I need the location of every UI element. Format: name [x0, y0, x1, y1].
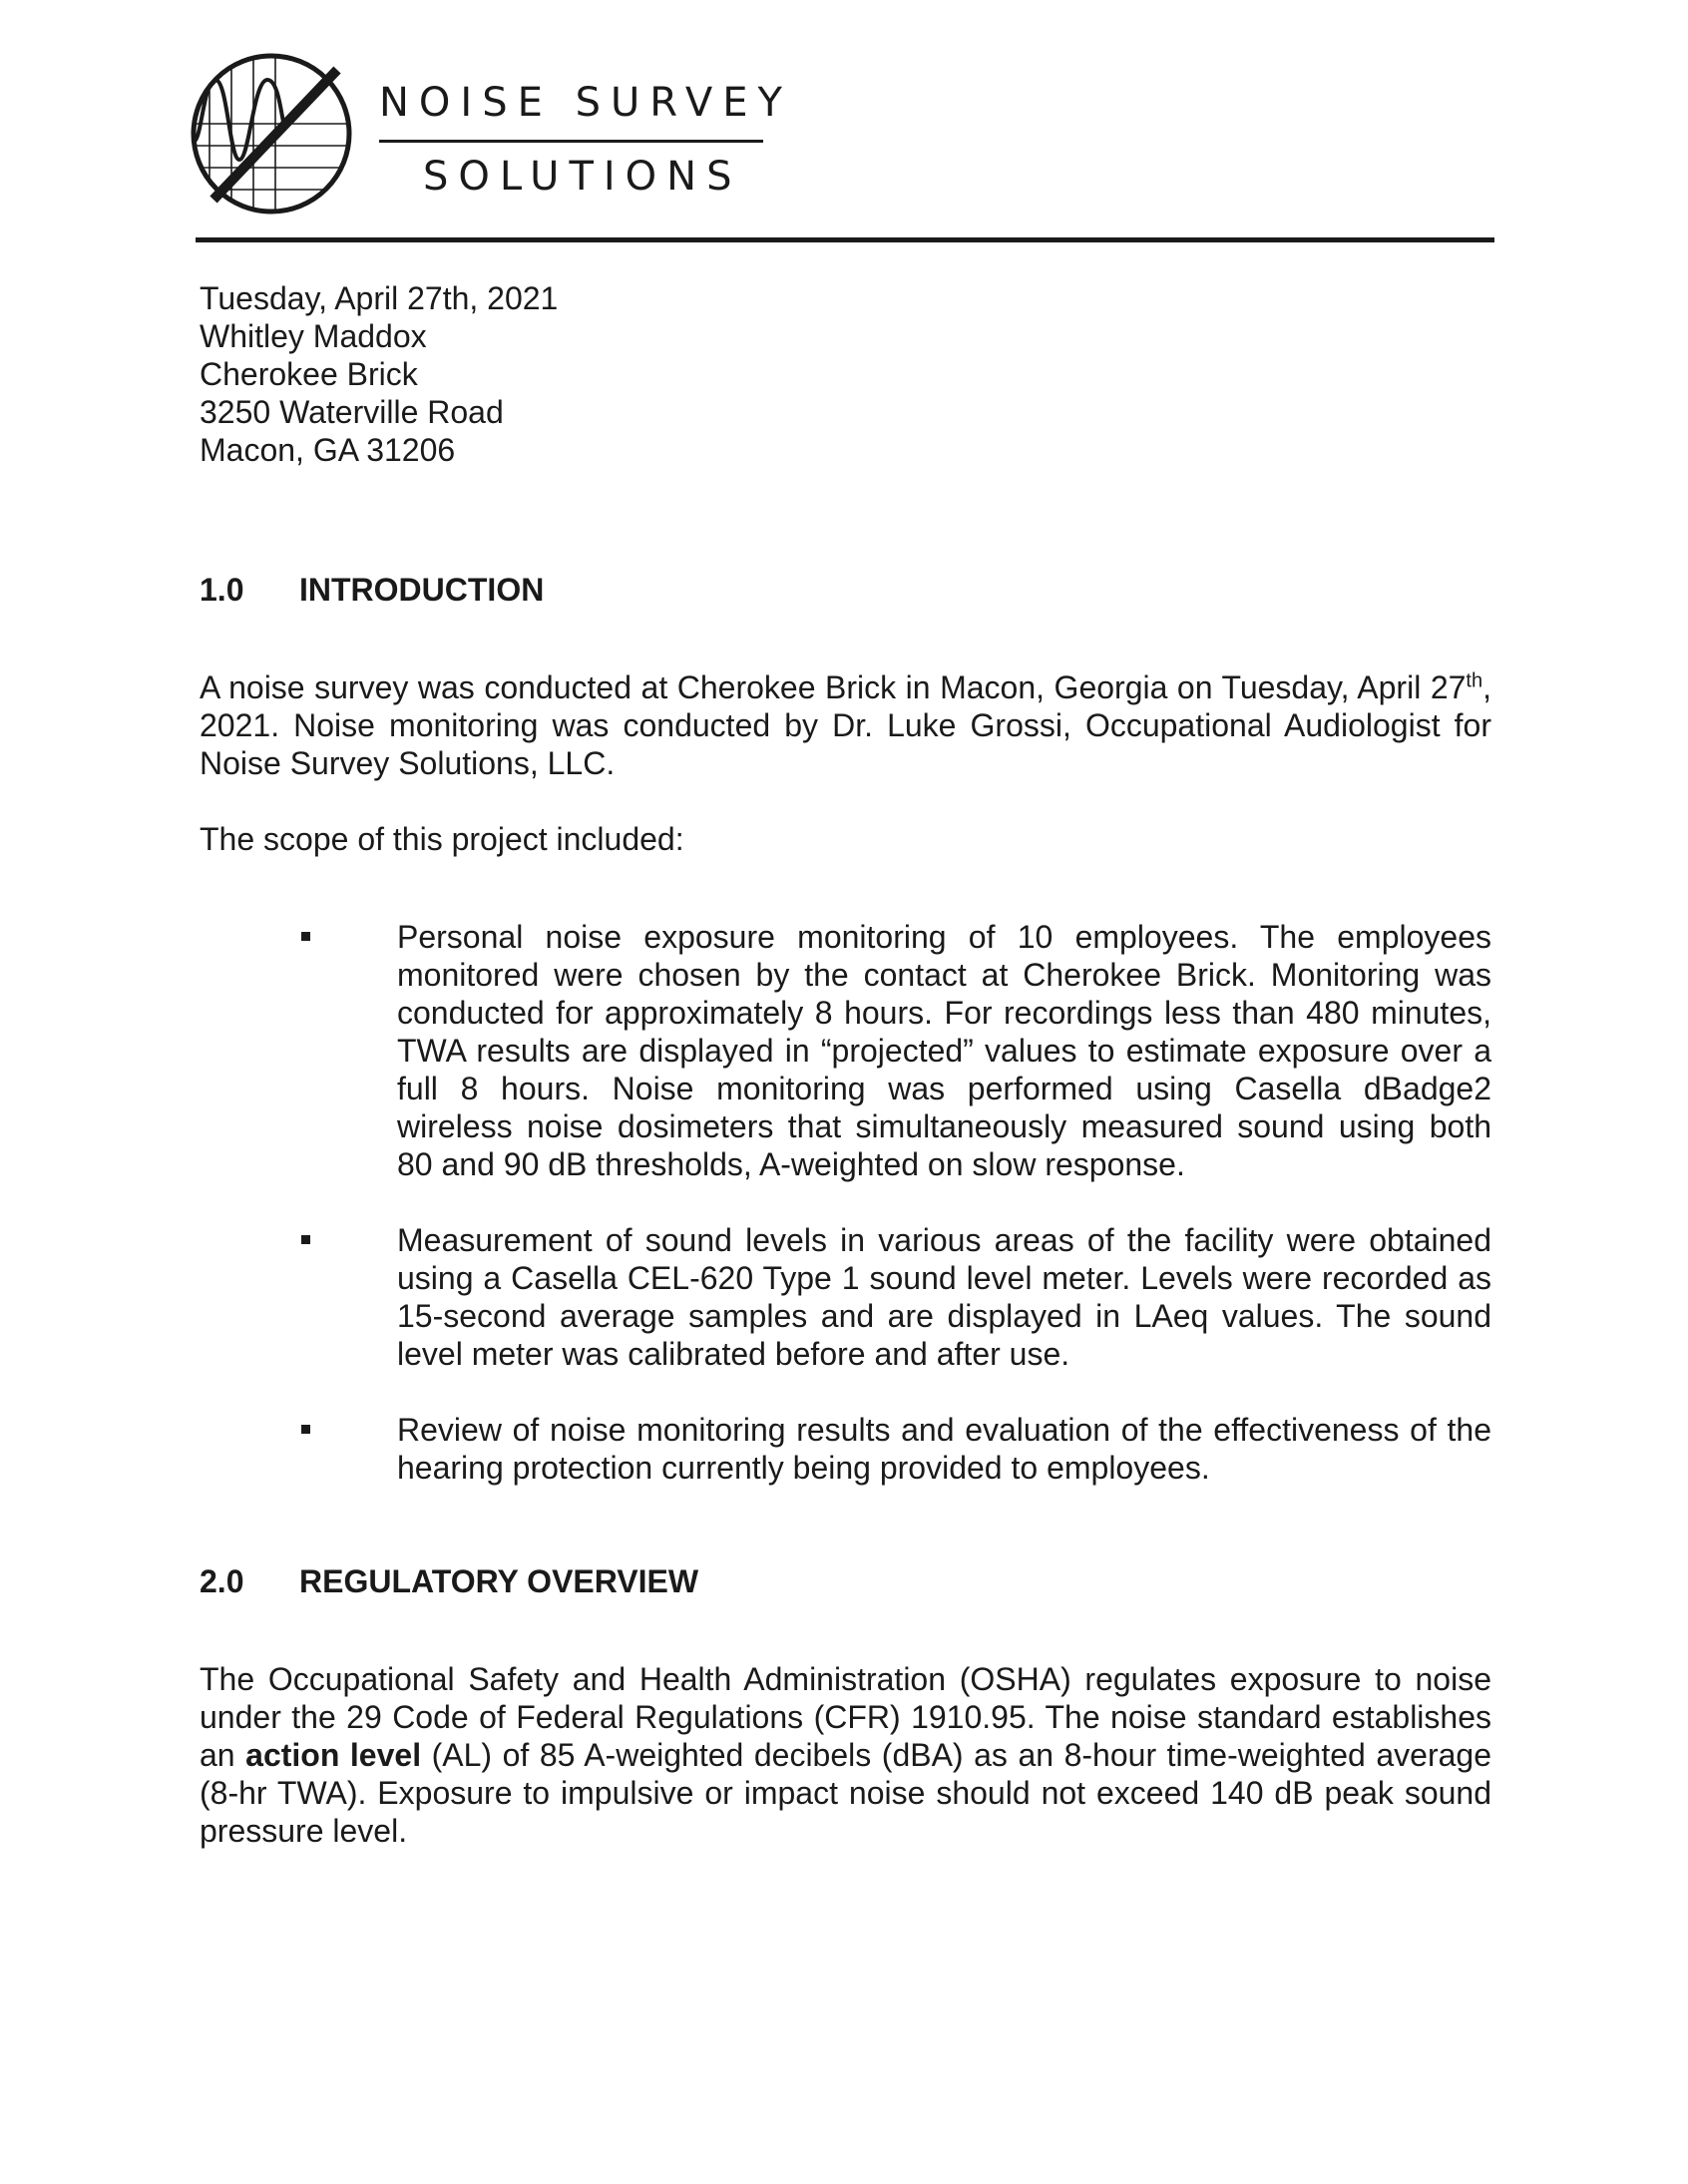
section-title: REGULATORY OVERVIEW [299, 1563, 699, 1599]
section-number: 1.0 [200, 572, 244, 608]
brand-name-line1: NOISE SURVEY [379, 80, 792, 126]
brand-name-line2: SOLUTIONS [423, 154, 742, 200]
letter-date: Tuesday, April 27th, 2021 [200, 280, 559, 316]
address-block [200, 279, 1491, 469]
section-heading-introduction [200, 571, 544, 609]
section-title: INTRODUCTION [299, 572, 545, 608]
recipient-company: Cherokee Brick [200, 356, 418, 392]
scope-intro: The scope of this project included: [200, 821, 684, 857]
section-heading-regulatory [200, 1562, 698, 1600]
action-level-term: action level [245, 1737, 422, 1773]
recipient-city: Macon, GA 31206 [200, 432, 456, 468]
ordinal-suffix: th [1466, 669, 1483, 692]
section-number: 2.0 [200, 1563, 244, 1599]
intro-text-part2: , 2021. Noise monitoring was conducted by Dr. Luke Grossi, Occupational Audiologist for Noise Survey Solutions, LLC. [200, 669, 1491, 781]
list-item-text: Measurement of sound levels in various areas of the facility were obtained using a Casella CEL-620 Type 1 sound level meter. Levels were recorded as 15-second average samples and are displayed in LAeq values. The sound level meter was calibrated before and after use. [397, 1222, 1491, 1372]
list-item [200, 918, 1491, 1183]
list-item [200, 1411, 1491, 1487]
intro-text-part1: A noise survey was conducted at Cherokee Brick in Macon, Georgia on Tuesday, April 27 [200, 669, 1467, 705]
brand-divider [379, 140, 763, 143]
regulatory-text-part2: (AL) of 85 A-weighted decibels (dBA) as an 8-hour time-weighted average (8-hr TWA). Exposure to impulsive or impact noise should not exceed 140 dB peak sound pressure level. [200, 1737, 1492, 1849]
regulatory-text-part1: The Occupational Safety and Health Administration (OSHA) regulates exposure to noise under the 29 Code of Federal Regulations (CFR) 1910.95. The noise standard establishes an [200, 1661, 1491, 1773]
regulatory-paragraph [200, 1660, 1491, 1850]
list-item [200, 1221, 1491, 1373]
recipient-street: 3250 Waterville Road [200, 394, 504, 430]
bullet-square-icon [301, 1235, 310, 1244]
scope-list [200, 918, 1491, 1525]
noise-survey-logo-icon [188, 50, 355, 218]
recipient-name: Whitley Maddox [200, 318, 427, 354]
bullet-square-icon [301, 932, 310, 941]
bullet-square-icon [301, 1425, 310, 1434]
intro-paragraph [200, 668, 1491, 782]
list-item-text: Personal noise exposure monitoring of 10 employees. The employees monitored were chosen by the contact at Cherokee Brick. Monitoring was conducted for approximately 8 hours. For recordings less than 480 minutes, TWA results are displayed in “projected” values to estimate exposure over a full 8 hours. Noise monitoring was performed using Casella dBadge2 wireless noise dosimeters that simultaneously measured sound using both 80 and 90 dB thresholds, A-weighted on slow response. [397, 919, 1491, 1182]
header-rule [196, 237, 1494, 242]
list-item-text: Review of noise monitoring results and evaluation of the effectiveness of the hearing protection currently being provided to employees. [397, 1412, 1491, 1486]
